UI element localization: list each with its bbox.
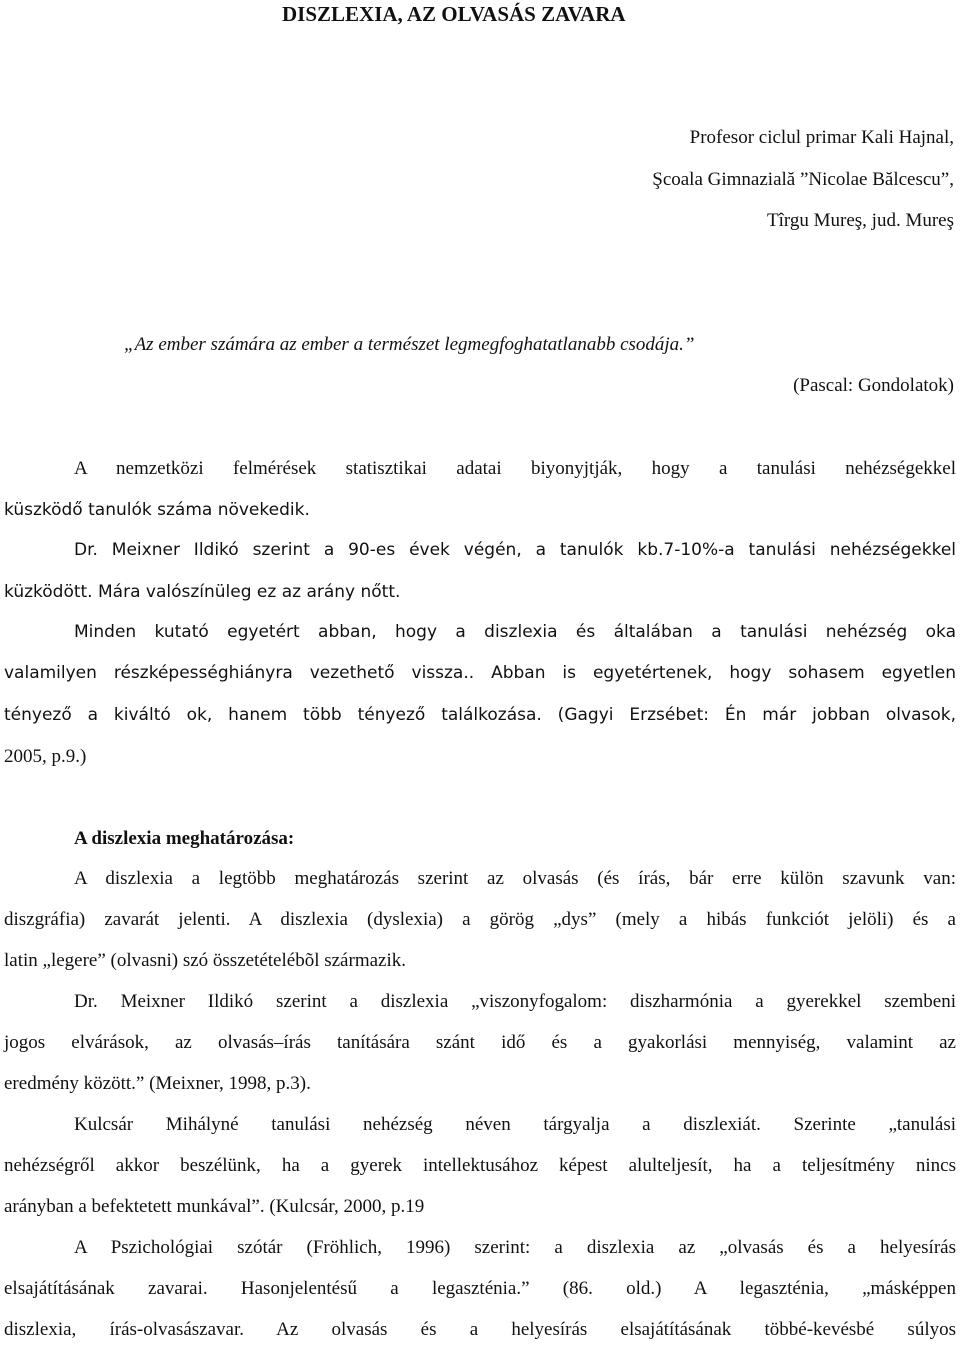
paragraph-2-line-2: küzködött. Mára valószínüleg ez az arány nőtt. bbox=[4, 582, 401, 602]
epigraph-source: (Pascal: Gondolatok) bbox=[793, 375, 954, 396]
paragraph-3-line-1: Minden kutató egyetért abban, hogy a diszlexia és általában a tanulási nehézség oka bbox=[74, 622, 956, 642]
paragraph-5-line-1: Dr. Meixner Ildikó szerint a diszlexia „viszonyfogalom: diszharmónia a gyerekkel szembeni bbox=[74, 991, 956, 1012]
paragraph-4-line-3: latin „legere” (olvasni) szó összetételébõl származik. bbox=[4, 950, 406, 971]
document-title: DISZLEXIA, AZ OLVASÁS ZAVARA bbox=[282, 2, 626, 26]
paragraph-3-line-3: tényező a kiváltó ok, hanem több tényező találkozása. (Gagyi Erzsébet: Én már jobban olvasok, bbox=[4, 705, 956, 725]
author-line-2: Şcoala Gimnazială ”Nicolae Bălcescu”, bbox=[652, 169, 954, 190]
paragraph-6-line-3: arányban a befektetett munkával”. (Kulcsár, 2000, p.19 bbox=[4, 1196, 425, 1217]
paragraph-4-line-2: diszgráfia) zavarát jelenti. A diszlexia (dyslexia) a görög „dys” (mely a hibás funkciót jelöli) és a bbox=[4, 909, 956, 930]
epigraph-quote: „Az ember számára az ember a természet legmegfoghatatlanabb csodája.” bbox=[124, 334, 695, 355]
paragraph-3-line-4: 2005, p.9.) bbox=[4, 746, 87, 767]
paragraph-6-line-2: nehézségről akkor beszélünk, ha a gyerek intellektusához képest alulteljesít, ha a teljesítmény nincs bbox=[4, 1155, 956, 1176]
author-line-1: Profesor ciclul primar Kali Hajnal, bbox=[689, 127, 954, 148]
section-heading: A diszlexia meghatározása: bbox=[74, 828, 295, 849]
paragraph-7-line-2: elsajátításának zavarai. Hasonjelentésű a legaszténia.” (86. old.) A legaszténia, „másképpen bbox=[4, 1278, 956, 1299]
paragraph-4-line-1: A diszlexia a legtöbb meghatározás szerint az olvasás (és írás, bár erre külön szavunk van: bbox=[74, 868, 956, 889]
paragraph-6-line-1: Kulcsár Mihályné tanulási nehézség néven tárgyalja a diszlexiát. Szerinte „tanulási bbox=[74, 1114, 956, 1135]
paragraph-1-line-2: küszködő tanulók száma növekedik. bbox=[4, 500, 310, 520]
paragraph-1-line-1: A nemzetközi felmérések statisztikai adatai biyonyjtják, hogy a tanulási nehézségekkel bbox=[74, 458, 956, 479]
paragraph-3-line-2: valamilyen részképességhiányra vezethető vissza.. Abban is egyetértenek, hogy sohasem egyetlen bbox=[4, 663, 956, 683]
paragraph-5-line-2: jogos elvárások, az olvasás–írás tanítására szánt idő és a gyakorlási mennyiség, valamint az bbox=[4, 1032, 956, 1053]
paragraph-5-line-3: eredmény között.” (Meixner, 1998, p.3). bbox=[4, 1073, 311, 1094]
paragraph-2-line-1: Dr. Meixner Ildikó szerint a 90-es évek végén, a tanulók kb.7-10%-a tanulási nehézségekkel bbox=[74, 540, 956, 560]
paragraph-7-line-1: A Pszichológiai szótár (Fröhlich, 1996) szerint: a diszlexia az „olvasás és a helyesírás bbox=[74, 1237, 956, 1258]
author-line-3: Tîrgu Mureş, jud. Mureş bbox=[767, 210, 954, 231]
paragraph-7-line-3: diszlexia, írás-olvasászavar. Az olvasás és a helyesírás elsajátításának többé-kevésbé súlyos bbox=[4, 1319, 956, 1340]
